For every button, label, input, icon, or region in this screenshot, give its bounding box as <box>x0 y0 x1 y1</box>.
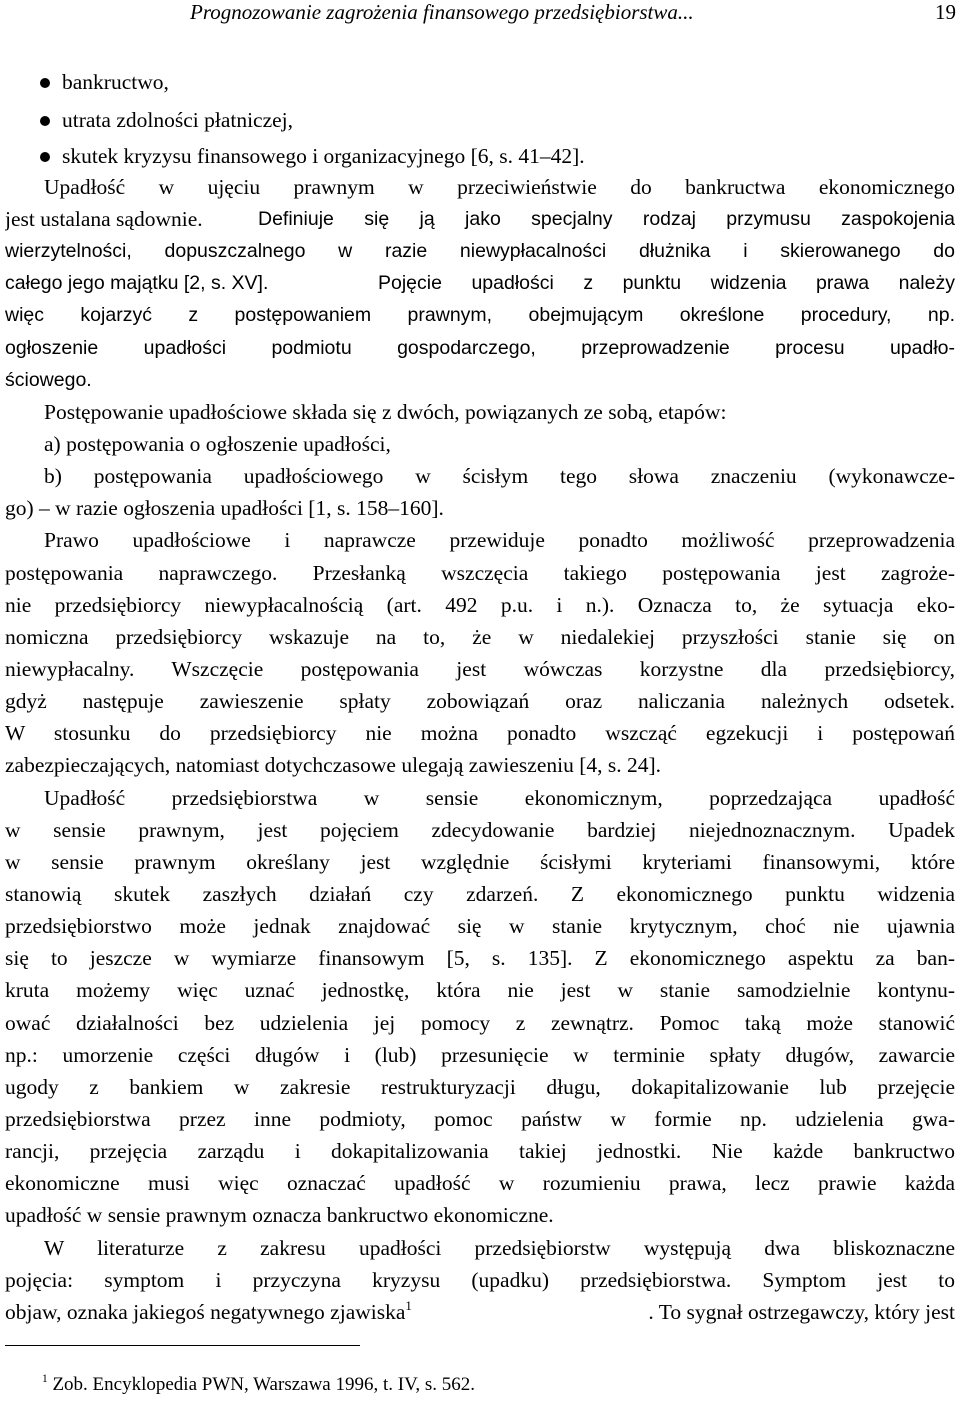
text-line: W stosunku do przedsiębiorcy nie można ponadto wszcząć egzekucji i postępowań <box>5 721 955 745</box>
text-line: pojęcia: symptom i przyczyna kryzysu (upadku) przedsiębiorstwa. Symptom jest to <box>5 1268 955 1292</box>
text-line: postępowania naprawczego. Przesłanką wszczęcia takiego postępowania jest zagroże- <box>5 561 955 585</box>
text-line: jest ustalana sądownie. <box>5 207 203 231</box>
text-line: przedsiębiorstwa przez inne podmioty, pomoc państw w formie np. udzielenia gwa- <box>5 1107 955 1131</box>
list-item: bankructwo, <box>62 70 169 94</box>
list-item: skutek kryzysu finansowego i organizacyjnego [6, s. 41–42]. <box>62 144 585 168</box>
running-header: Prognozowanie zagrożenia finansowego przedsiębiorstwa... <box>190 0 694 24</box>
text-line: ować działalności bez udzielenia jej pomocy z zewnątrz. Pomoc taką może stanowić <box>5 1011 955 1035</box>
text-line: Definiuje się ją jako specjalny rodzaj przymusu zaspokojenia <box>258 208 955 230</box>
list-item: utrata zdolności płatniczej, <box>62 108 294 132</box>
text-line: się to jeszcze w wymiarze finansowym [5, s. 135]. Z ekonomicznego aspektu za ban- <box>5 946 955 970</box>
text-line: nie przedsiębiorcy niewypłacalnością (art. 492 p.u. i n.). Oznacza to, że sytuacja eko- <box>5 593 955 617</box>
footnote-marker[interactable]: 1 <box>405 1298 412 1313</box>
text-line: Postępowanie upadłościowe składa się z dwóch, powiązanych ze sobą, etapów: <box>44 400 727 424</box>
text-line: całego jego majątku [2, s. XV]. <box>5 272 269 294</box>
text-line: niewypłacalny. Wszczęcie postępowania jest wówczas korzystne dla przedsiębiorcy, <box>5 657 955 681</box>
text-line-part: objaw, oznaka jakiegoś negatywnego zjawiska$^1$ <box>5 1298 412 1324</box>
text-line: Upadłość przedsiębiorstwa w sensie ekonomicznym, poprzedzająca upadłość <box>44 786 955 810</box>
footnote-text: Zob. Encyklopedia PWN, Warszawa 1996, t. IV, s. 562. <box>52 1374 476 1395</box>
text-line: zabezpieczających, natomiast dotychczasowe ulegają zawieszeniu [4, s. 24]. <box>5 753 662 777</box>
text-line: Pojęcie upadłości z punktu widzenia prawa należy <box>378 272 955 294</box>
text-line: b) postępowania upadłościowego w ścisłym tego słowa znaczeniu (wykonawcze- <box>44 464 955 488</box>
text-line: rancji, przejęcia zarządu i dokapitalizowania takiej jednostki. Nie każde bankructwo <box>5 1139 955 1163</box>
text-line: ugody z bankiem w zakresie restrukturyzacji długu, dokapitalizowanie lub przejęcie <box>5 1075 955 1099</box>
text-line: w sensie prawnym określany jest względnie ścisłymi kryteriami finansowymi, które <box>5 850 955 874</box>
text-line: ogłoszenie upadłości podmiotu gospodarczego, przeprowadzenie procesu upadło- <box>5 337 955 359</box>
text-line: ekonomiczne musi więc oznaczać upadłość w rozumieniu prawa, lecz prawie każda <box>5 1171 955 1195</box>
text-line: np.: umorzenie części długów i (lub) przesunięcie w terminie spłaty długów, zawarcie <box>5 1043 955 1067</box>
bullet-icon <box>40 116 50 126</box>
text-line-with-footnote <box>5 1296 955 1329</box>
text-line: nomiczna przedsiębiorcy wskazuje na to, że w niedalekiej przyszłości stanie się on <box>5 625 955 649</box>
text-line: stanowią skutek zaszłych działań czy zdarzeń. Z ekonomicznego punktu widzenia <box>5 882 955 906</box>
bullet-icon <box>40 152 50 162</box>
text-line-part: . To sygnał ostrzegawczy, który jest <box>648 1300 955 1324</box>
page-number: 19 <box>935 0 956 24</box>
text-line: Upadłość w ujęciu prawnym w przeciwieństwie do bankructwa ekonomicznego <box>44 175 955 199</box>
footnote-rule <box>5 1345 360 1346</box>
bullet-icon <box>40 78 50 88</box>
text-line: w sensie prawnym, jest pojęciem zdecydowanie bardziej niejednoznacznym. Upadek <box>5 818 955 842</box>
text-line: W literaturze z zakresu upadłości przedsiębiorstw występują dwa bliskoznaczne <box>44 1236 955 1260</box>
text-line: ściowego. <box>5 369 92 391</box>
footnote-number: 1 <box>42 1373 48 1386</box>
footnote <box>42 1373 475 1397</box>
text-line: kruta możemy więc uznać jednostkę, która nie jest w stanie samodzielnie kontynu- <box>5 978 955 1002</box>
text-line: go) – w razie ogłoszenia upadłości [1, s. 158–160]. <box>5 496 444 520</box>
text-line: a) postępowania o ogłoszenie upadłości, <box>44 432 391 456</box>
text-line: wierzytelności, dopuszczalnego w razie niewypłacalności dłużnika i skierowanego do <box>5 240 955 262</box>
text-line: gdyż następuje zawieszenie spłaty zobowiązań oraz naliczania należnych odsetek. <box>5 689 955 713</box>
text-line: Prawo upadłościowe i naprawcze przewiduje ponadto możliwość przeprowadzenia <box>44 528 955 552</box>
text-line: więc kojarzyć z postępowaniem prawnym, obejmującym określone procedury, np. <box>5 304 955 326</box>
text-line: przedsiębiorstwo może jednak znajdować się w stanie krytycznym, choć nie ujawnia <box>5 914 955 938</box>
text-line: upadłość w sensie prawnym oznacza bankructwo ekonomiczne. <box>5 1203 554 1227</box>
